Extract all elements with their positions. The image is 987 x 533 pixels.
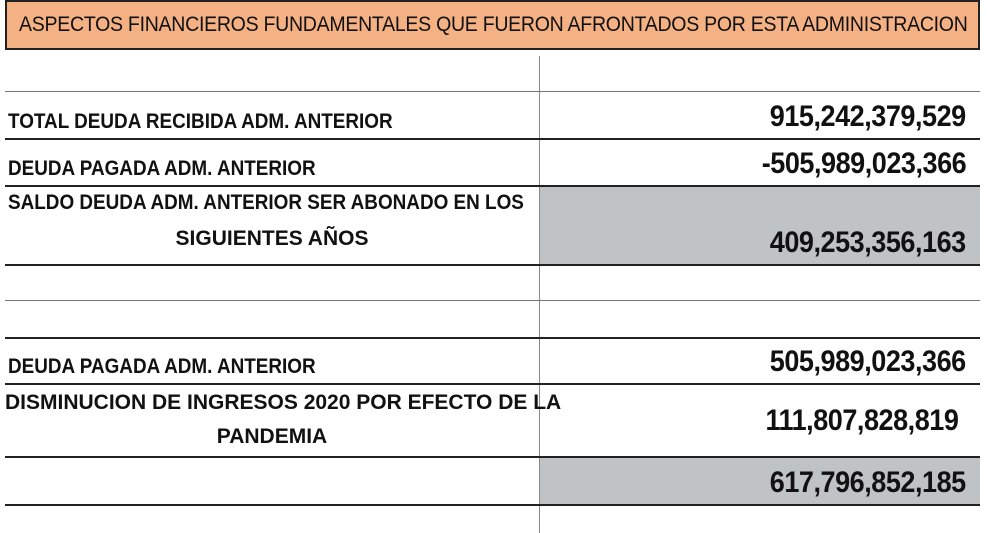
header-title: ASPECTOS FINANCIEROS FUNDAMENTALES QUE FUERON AFRONTADOS POR ESTA ADMINISTRACION: [19, 13, 968, 36]
value-cell[interactable]: [540, 92, 980, 138]
label-cell[interactable]: [5, 266, 540, 300]
row-value: 915,242,379,529: [770, 100, 966, 133]
value-cell-highlighted[interactable]: [540, 187, 980, 264]
table-row-disminucion-ingresos: [5, 385, 980, 458]
label-cell[interactable]: [5, 506, 540, 533]
row-label-line1: DISMINUCION DE INGRESOS 2020 POR EFECTO DE LA: [5, 391, 562, 414]
value-cell[interactable]: [540, 301, 980, 337]
row-label: DEUDA PAGADA ADM. ANTERIOR: [8, 157, 316, 180]
label-cell[interactable]: [5, 301, 540, 337]
label-cell[interactable]: [5, 339, 540, 383]
table-row-total-deuda: [5, 92, 980, 140]
row-value: 617,796,852,185: [770, 466, 966, 499]
value-cell[interactable]: [540, 56, 980, 91]
value-cell[interactable]: [540, 140, 980, 185]
value-cell[interactable]: [540, 266, 980, 300]
table-row-total: [5, 458, 980, 506]
row-label: DEUDA PAGADA ADM. ANTERIOR: [8, 355, 316, 378]
table-row-deuda-pagada: [5, 140, 980, 187]
row-label-line2: SIGUIENTES AÑOS: [175, 227, 369, 250]
value-cell-highlighted[interactable]: [540, 458, 980, 504]
table-row-deuda-pagada-2: [5, 339, 980, 385]
row-value: 111,807,828,819: [765, 404, 958, 437]
table-row-empty-4: [5, 506, 980, 533]
table-row-empty-3: [5, 301, 980, 339]
label-cell[interactable]: [5, 458, 540, 504]
row-value: 505,989,023,366: [770, 345, 966, 378]
label-cell[interactable]: [5, 56, 540, 91]
table-row-empty-2: [5, 266, 980, 301]
table-row-saldo-deuda: [5, 187, 980, 266]
row-label: TOTAL DEUDA RECIBIDA ADM. ANTERIOR: [8, 110, 393, 133]
value-cell[interactable]: [540, 506, 980, 533]
row-label-line1: SALDO DEUDA ADM. ANTERIOR SER ABONADO EN LOS: [8, 191, 524, 214]
row-label-line2: PANDEMIA: [216, 425, 328, 448]
row-value: -505,989,023,366: [761, 147, 966, 180]
label-cell[interactable]: [5, 140, 540, 185]
label-cell[interactable]: [5, 187, 540, 264]
value-cell[interactable]: [540, 339, 980, 383]
table-header: [5, 0, 980, 50]
table-row-empty-1: [5, 56, 980, 92]
label-cell[interactable]: [5, 385, 562, 456]
value-cell[interactable]: [540, 385, 980, 456]
label-cell[interactable]: [5, 92, 540, 138]
row-value: 409,253,356,163: [770, 226, 966, 259]
